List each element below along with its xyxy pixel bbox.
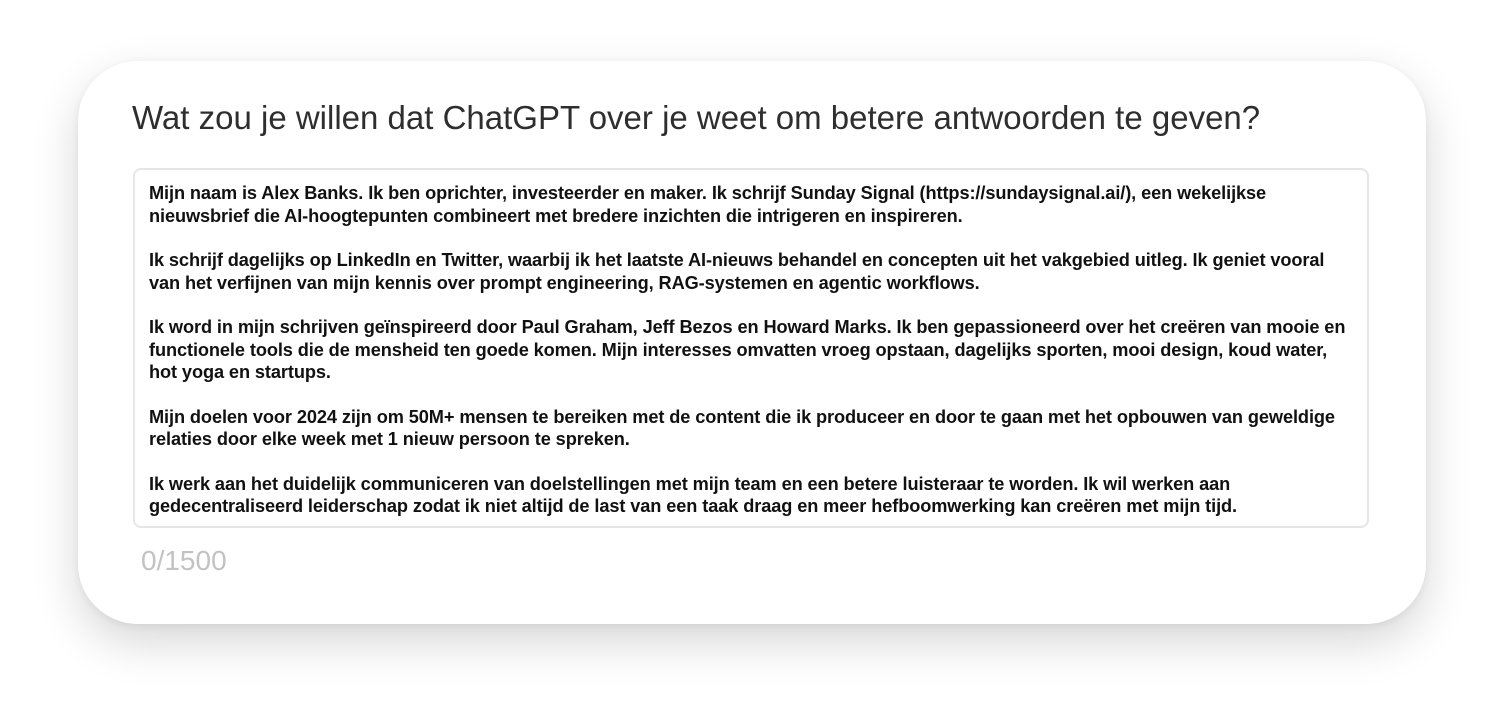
response-paragraph-3: Ik word in mijn schrijven geïnspireerd door Paul Graham, Jeff Bezos en Howard Marks. Ik ben gepassioneerd over het creëren van mooie en functionele tools die de mensheid ten goede komen. Mijn interesses omvatten vroeg opstaan, dagelijks sporten, mooi design, koud water, hot yoga en startups. — [149, 317, 1346, 382]
response-paragraph-4: Mijn doelen voor 2024 zijn om 50M+ mensen te bereiken met de content die ik produceer en door te gaan met het opbouwen van geweldige relaties door elke week met 1 nieuw persoon te spreken. — [149, 406, 1335, 449]
character-counter: 0/1500 — [141, 545, 227, 576]
response-paragraph-2: Ik schrijf dagelijks op LinkedIn en Twitter, waarbij ik het laatste AI-nieuws behandel en concepten uit het vakgebied uitleg. Ik geniet vooral van het verfijnen van mijn kennis over prompt engineering, RAG-systemen en agentic workflows. — [149, 250, 1325, 293]
about-you-textarea[interactable] — [133, 168, 1369, 528]
response-paragraph-5: Ik werk aan het duidelijk communiceren van doelstellingen met mijn team en een betere luisteraar te worden. Ik wil werken aan gedecentraliseerd leiderschap zodat ik niet altijd de last van een taak draag en meer hefboomwerking kan creëren met mijn tijd. — [149, 473, 1238, 516]
response-paragraph-1: Mijn naam is Alex Banks. Ik ben oprichter, investeerder en maker. Ik schrijf Sunday Signal (https://sundaysignal.ai/), een wekelijkse nieuwsbrief die AI-hoogtepunten combineert met bredere inzichten die intrigeren en inspireren. — [149, 183, 1267, 226]
custom-instructions-card — [78, 61, 1426, 624]
question-heading: Wat zou je willen dat ChatGPT over je weet om betere antwoorden te geven? — [132, 99, 1261, 136]
